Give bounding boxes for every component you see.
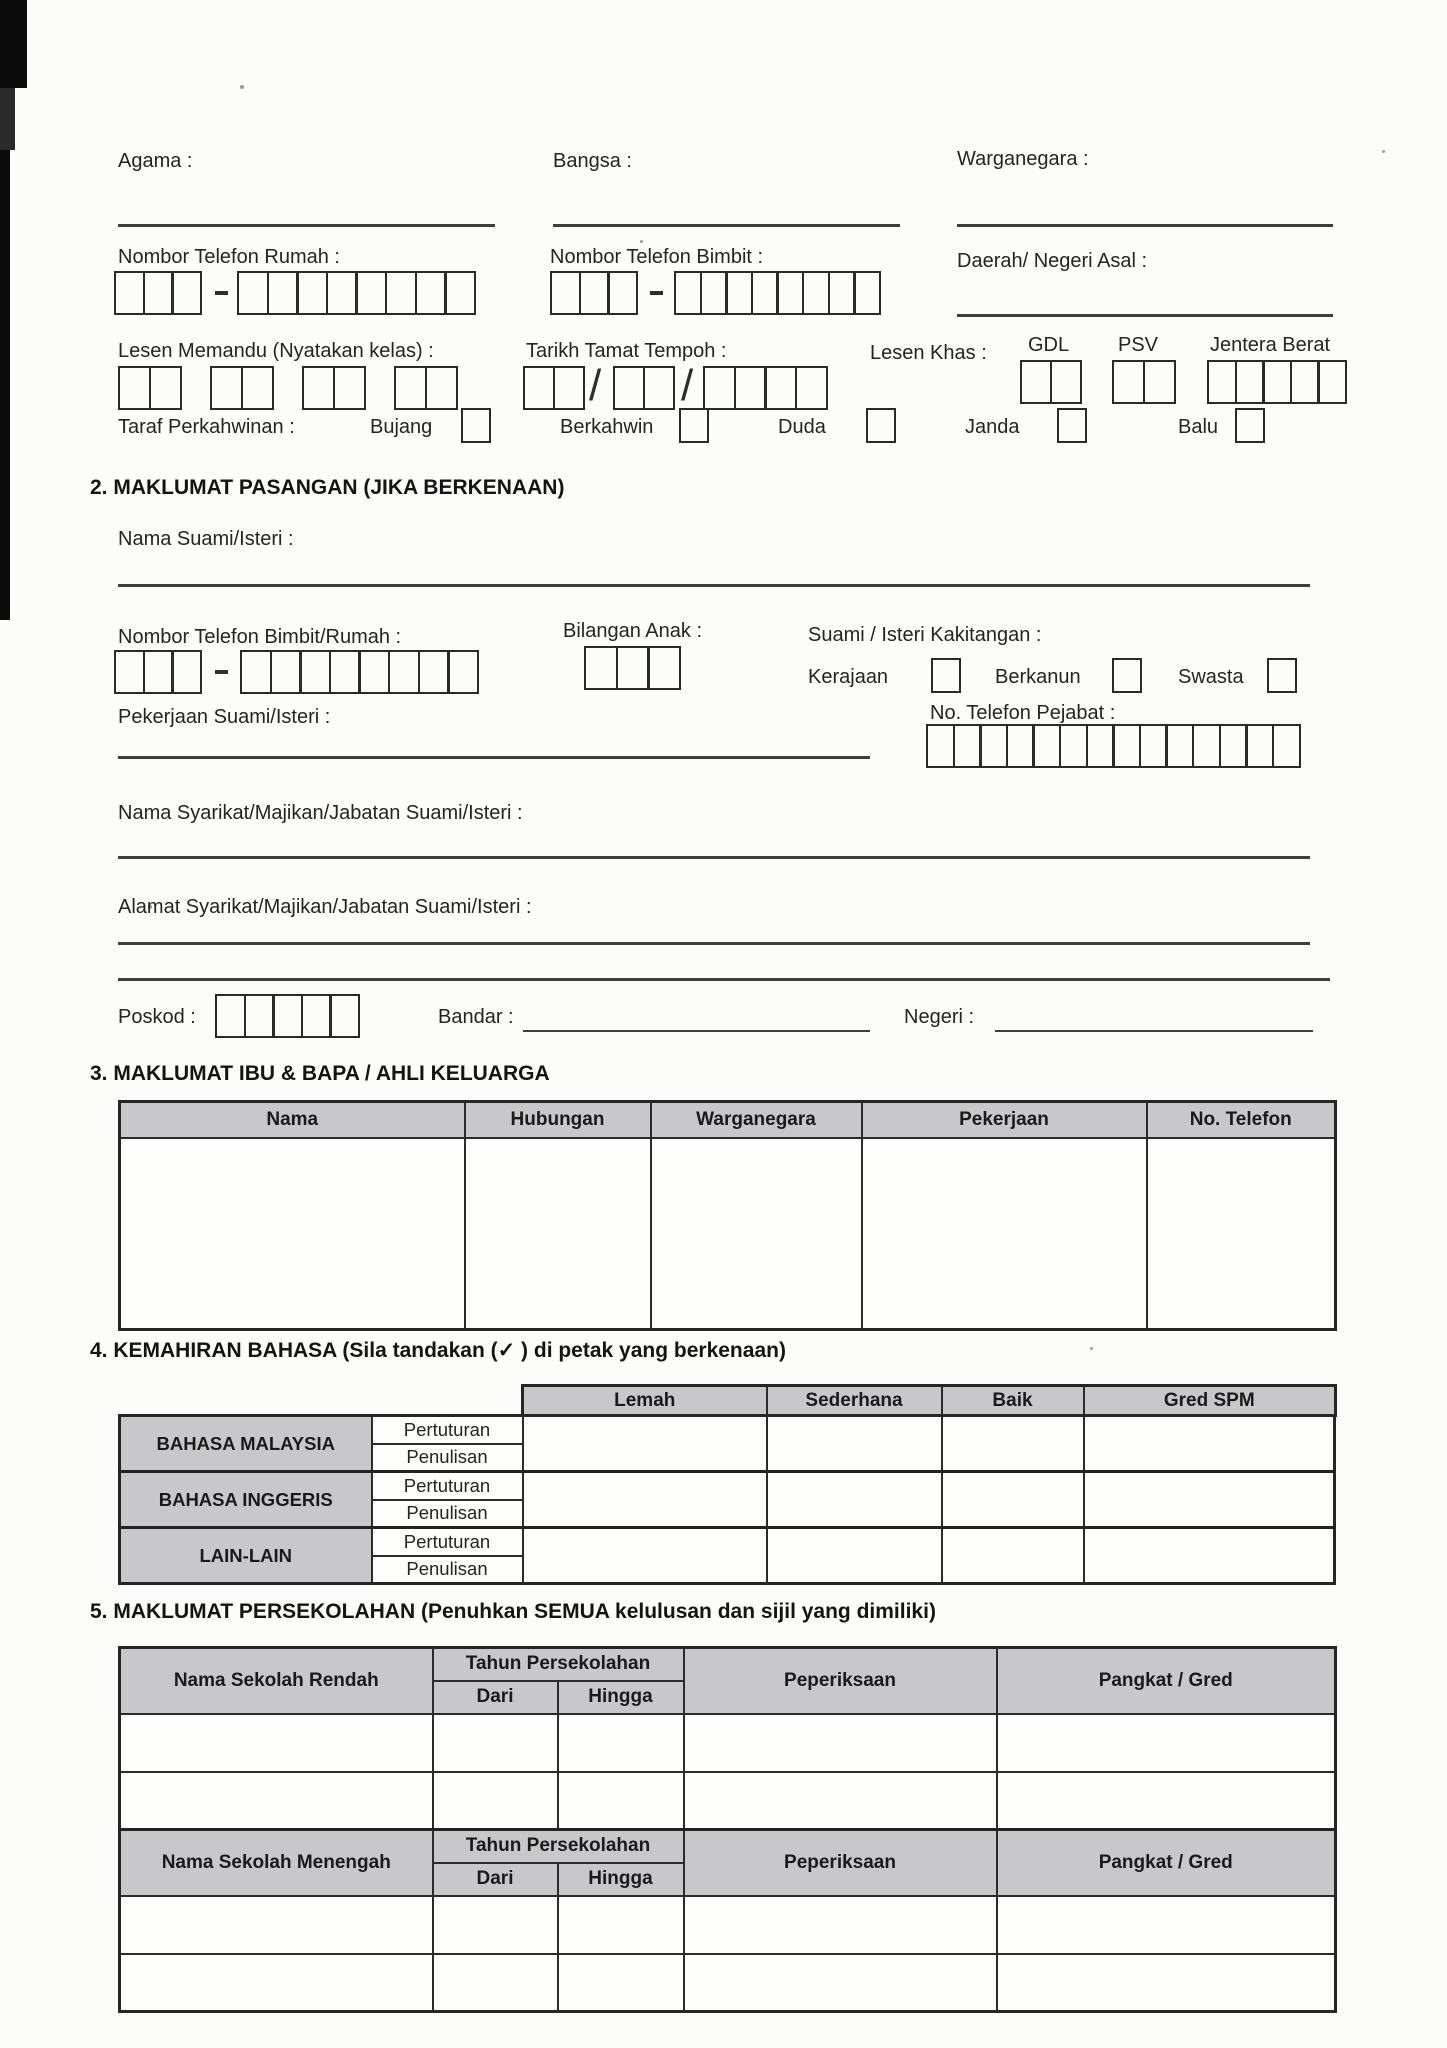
lang-grade-cell-bi-sederhana[interactable] bbox=[767, 1472, 942, 1528]
tarikh-month-boxes[interactable] bbox=[613, 366, 675, 410]
school-table bbox=[118, 1646, 1337, 2013]
lesen-class-boxes-2[interactable] bbox=[210, 366, 274, 410]
tel-rumah-number-boxes[interactable] bbox=[237, 271, 476, 315]
tel-pejabat-boxes[interactable] bbox=[926, 724, 1301, 768]
bilangan-anak-label: Bilangan Anak : bbox=[563, 620, 702, 642]
kakitangan-berkanun-label: Berkanun bbox=[995, 666, 1081, 688]
skill-row-label: Penulisan bbox=[372, 1444, 523, 1472]
tahun-persekolahan-header: Tahun Persekolahan bbox=[433, 1648, 684, 1681]
lesen-class-boxes-3[interactable] bbox=[302, 366, 366, 410]
language-level-header bbox=[521, 1384, 1337, 1417]
level-header-baik: Baik bbox=[942, 1386, 1084, 1416]
tarikh-day-boxes[interactable] bbox=[523, 366, 585, 410]
tel-bimbit-dash bbox=[650, 291, 663, 295]
marital-option-duda-label: Duda bbox=[778, 416, 826, 438]
digit-box[interactable] bbox=[301, 994, 332, 1038]
family-cell-warganegara[interactable] bbox=[651, 1138, 862, 1330]
spouse-tel-prefix-boxes[interactable] bbox=[114, 650, 202, 694]
digit-box[interactable] bbox=[418, 650, 450, 694]
family-header-warganegara: Warganegara bbox=[651, 1102, 862, 1138]
secondary-dari-cell[interactable] bbox=[433, 1954, 558, 2012]
digit-box[interactable] bbox=[734, 366, 767, 410]
digit-box[interactable] bbox=[237, 271, 269, 315]
digit-box[interactable] bbox=[725, 271, 753, 315]
digit-box[interactable] bbox=[828, 271, 856, 315]
primary-school-name-cell[interactable] bbox=[120, 1772, 433, 1830]
digit-box[interactable] bbox=[1086, 724, 1115, 768]
digit-box[interactable] bbox=[241, 366, 274, 410]
digit-box[interactable] bbox=[299, 650, 331, 694]
lang-grade-cell-bi-lemah[interactable] bbox=[523, 1472, 767, 1528]
primary-peperiksaan-cell[interactable] bbox=[684, 1714, 997, 1772]
primary-dari-cell[interactable] bbox=[433, 1772, 558, 1830]
digit-box[interactable] bbox=[1050, 360, 1082, 404]
lang-grade-cell-lain-baik[interactable] bbox=[942, 1528, 1084, 1584]
date-slash: / bbox=[681, 361, 694, 410]
spouse-tel-number-boxes[interactable] bbox=[240, 650, 479, 694]
jentera-berat-label: Jentera Berat bbox=[1210, 334, 1331, 356]
psv-boxes[interactable] bbox=[1112, 360, 1176, 404]
skill-row-label: Pertuturan bbox=[372, 1472, 523, 1500]
digit-box[interactable] bbox=[703, 366, 736, 410]
school-secondary-header: Nama Sekolah Menengah bbox=[120, 1830, 433, 1896]
digit-box[interactable] bbox=[523, 366, 555, 410]
digit-box[interactable] bbox=[550, 271, 581, 315]
family-cell-hubungan[interactable] bbox=[465, 1138, 651, 1330]
digit-box[interactable] bbox=[149, 366, 182, 410]
kakitangan-label: Suami / Isteri Kakitangan : bbox=[808, 624, 1042, 646]
digit-box[interactable] bbox=[1165, 724, 1194, 768]
duda-checkbox[interactable] bbox=[866, 408, 896, 443]
section5-title: 5. MAKLUMAT PERSEKOLAHAN (Penuhkan SEMUA kelulusan dan sijil yang dimiliki) bbox=[90, 1600, 936, 1623]
scan-speck bbox=[640, 240, 643, 243]
digit-box[interactable] bbox=[1139, 724, 1168, 768]
alamat-field-line-1[interactable] bbox=[118, 942, 1310, 945]
digit-box[interactable] bbox=[1192, 724, 1221, 768]
digit-box[interactable] bbox=[394, 366, 427, 410]
pekerjaan-field-line[interactable] bbox=[118, 756, 870, 759]
primary-hingga-cell[interactable] bbox=[558, 1772, 684, 1830]
nama-suami-label: Nama Suami/Isteri : bbox=[118, 528, 294, 550]
language-name-bm: BAHASA MALAYSIA bbox=[120, 1416, 372, 1472]
secondary-peperiksaan-cell[interactable] bbox=[684, 1896, 997, 1954]
digit-box[interactable] bbox=[953, 724, 982, 768]
digit-box[interactable] bbox=[1235, 360, 1265, 404]
tarikh-tamat-label: Tarikh Tamat Tempoh : bbox=[526, 340, 727, 362]
digit-box[interactable] bbox=[802, 271, 830, 315]
bangsa-field-line[interactable] bbox=[553, 224, 900, 227]
digit-box[interactable] bbox=[674, 271, 702, 315]
lesen-khas-label: Lesen Khas : bbox=[870, 342, 987, 364]
primary-peperiksaan-cell[interactable] bbox=[684, 1772, 997, 1830]
marital-option-berkahwin-label: Berkahwin bbox=[560, 416, 654, 438]
janda-checkbox[interactable] bbox=[1057, 408, 1087, 443]
digit-box[interactable] bbox=[296, 271, 328, 315]
berkanun-checkbox[interactable] bbox=[1112, 658, 1142, 693]
digit-box[interactable] bbox=[1290, 360, 1320, 404]
pangkat-gred-header: Pangkat / Gred bbox=[997, 1648, 1336, 1714]
skill-row-label: Penulisan bbox=[372, 1500, 523, 1528]
agama-label: Agama : bbox=[118, 150, 193, 172]
digit-box[interactable] bbox=[776, 271, 804, 315]
digit-box[interactable] bbox=[853, 271, 881, 315]
family-table bbox=[118, 1100, 1337, 1331]
nama-suami-field-line[interactable] bbox=[118, 584, 1310, 587]
digit-box[interactable] bbox=[979, 724, 1008, 768]
digit-box[interactable] bbox=[553, 366, 585, 410]
digit-box[interactable] bbox=[926, 724, 955, 768]
bujang-checkbox[interactable] bbox=[461, 408, 491, 443]
primary-dari-cell[interactable] bbox=[433, 1714, 558, 1772]
gdl-boxes[interactable] bbox=[1020, 360, 1082, 404]
warganegara-label: Warganegara : bbox=[957, 148, 1089, 170]
tel-rumah-dash bbox=[215, 291, 228, 295]
tel-rumah-prefix-boxes[interactable] bbox=[114, 271, 202, 315]
digit-box[interactable] bbox=[240, 650, 272, 694]
poskod-label: Poskod : bbox=[118, 1006, 196, 1028]
scan-corner-blob bbox=[0, 0, 27, 88]
section2-title: 2. MAKLUMAT PASANGAN (JIKA BERKENAAN) bbox=[90, 476, 565, 499]
secondary-peperiksaan-cell[interactable] bbox=[684, 1954, 997, 2012]
digit-box[interactable] bbox=[795, 366, 828, 410]
bandar-label: Bandar : bbox=[438, 1006, 514, 1028]
digit-box[interactable] bbox=[388, 650, 420, 694]
kakitangan-swasta-label: Swasta bbox=[1178, 666, 1244, 688]
bandar-field-line[interactable] bbox=[523, 1030, 870, 1032]
digit-box[interactable] bbox=[447, 650, 479, 694]
marital-option-bujang-label: Bujang bbox=[370, 416, 433, 438]
digit-box[interactable] bbox=[210, 366, 243, 410]
pangkat-gred-header: Pangkat / Gred bbox=[997, 1830, 1336, 1896]
jentera-berat-boxes[interactable] bbox=[1207, 360, 1347, 404]
digit-box[interactable] bbox=[1112, 360, 1145, 404]
digit-box[interactable] bbox=[333, 366, 366, 410]
language-skills-table bbox=[118, 1414, 1336, 1585]
skill-row-label: Pertuturan bbox=[372, 1416, 523, 1444]
lang-grade-cell-bi-gred[interactable] bbox=[1084, 1472, 1335, 1528]
digit-box[interactable] bbox=[584, 646, 618, 690]
date-slash: / bbox=[589, 361, 602, 410]
language-name-bi: BAHASA INGGERIS bbox=[120, 1472, 372, 1528]
digit-box[interactable] bbox=[215, 994, 246, 1038]
hingga-header: Hingga bbox=[558, 1863, 684, 1896]
peperiksaan-header: Peperiksaan bbox=[684, 1830, 997, 1896]
primary-school-name-cell[interactable] bbox=[120, 1714, 433, 1772]
language-name-lain: LAIN-LAIN bbox=[120, 1528, 372, 1584]
family-header-pekerjaan: Pekerjaan bbox=[862, 1102, 1147, 1138]
digit-box[interactable] bbox=[118, 366, 151, 410]
secondary-gred-cell[interactable] bbox=[997, 1954, 1336, 2012]
berkahwin-checkbox[interactable] bbox=[679, 408, 709, 443]
tel-pejabat-label: No. Telefon Pejabat : bbox=[930, 702, 1116, 724]
family-cell-telefon[interactable] bbox=[1147, 1138, 1336, 1330]
primary-gred-cell[interactable] bbox=[997, 1772, 1336, 1830]
digit-box[interactable] bbox=[355, 271, 387, 315]
balu-checkbox[interactable] bbox=[1235, 408, 1265, 443]
digit-box[interactable] bbox=[1245, 724, 1274, 768]
scan-speck bbox=[1382, 150, 1385, 153]
scan-edge-taper bbox=[0, 88, 15, 150]
digit-box[interactable] bbox=[326, 271, 358, 315]
primary-gred-cell[interactable] bbox=[997, 1714, 1336, 1772]
lang-grade-cell-bi-baik[interactable] bbox=[942, 1472, 1084, 1528]
school-primary-header: Nama Sekolah Rendah bbox=[120, 1648, 433, 1714]
digit-box[interactable] bbox=[764, 366, 797, 410]
digit-box[interactable] bbox=[1262, 360, 1292, 404]
secondary-hingga-cell[interactable] bbox=[558, 1954, 684, 2012]
digit-box[interactable] bbox=[444, 271, 476, 315]
level-header-lemah: Lemah bbox=[523, 1386, 767, 1416]
digit-box[interactable] bbox=[1317, 360, 1347, 404]
gdl-label: GDL bbox=[1028, 334, 1070, 356]
digit-box[interactable] bbox=[143, 650, 174, 694]
lang-grade-cell-lain-sederhana[interactable] bbox=[767, 1528, 942, 1584]
hingga-header: Hingga bbox=[558, 1681, 684, 1714]
secondary-school-name-cell[interactable] bbox=[120, 1896, 433, 1954]
family-header-nama: Nama bbox=[120, 1102, 465, 1138]
digit-box[interactable] bbox=[1272, 724, 1301, 768]
digit-box[interactable] bbox=[385, 271, 417, 315]
spouse-tel-dash bbox=[215, 670, 228, 674]
digit-box[interactable] bbox=[613, 366, 645, 410]
marital-option-balu-label: Balu bbox=[1178, 416, 1219, 438]
digit-box[interactable] bbox=[171, 650, 202, 694]
scan-speck bbox=[1090, 1347, 1093, 1350]
tel-bimbit-label: Nombor Telefon Bimbit : bbox=[550, 246, 764, 268]
kakitangan-kerajaan-label: Kerajaan bbox=[808, 666, 889, 688]
digit-box[interactable] bbox=[1059, 724, 1088, 768]
lesen-class-boxes-1[interactable] bbox=[118, 366, 182, 410]
marital-option-janda-label: Janda bbox=[965, 416, 1020, 438]
digit-box[interactable] bbox=[329, 650, 361, 694]
digit-box[interactable] bbox=[244, 994, 275, 1038]
alamat-syarikat-label: Alamat Syarikat/Majikan/Jabatan Suami/Isteri : bbox=[118, 896, 532, 918]
peperiksaan-header: Peperiksaan bbox=[684, 1648, 997, 1714]
digit-box[interactable] bbox=[171, 271, 202, 315]
section4-title: 4. KEMAHIRAN BAHASA (Sila tandakan (✓ ) di petak yang berkenaan) bbox=[90, 1339, 786, 1362]
digit-box[interactable] bbox=[302, 366, 335, 410]
digit-box[interactable] bbox=[267, 271, 299, 315]
digit-box[interactable] bbox=[1207, 360, 1237, 404]
digit-box[interactable] bbox=[1032, 724, 1061, 768]
tel-rumah-label: Nombor Telefon Rumah : bbox=[118, 246, 340, 268]
kerajaan-checkbox[interactable] bbox=[931, 658, 961, 693]
warganegara-field-line[interactable] bbox=[957, 224, 1333, 227]
secondary-gred-cell[interactable] bbox=[997, 1896, 1336, 1954]
lesen-memandu-label: Lesen Memandu (Nyatakan kelas) : bbox=[118, 340, 434, 362]
digit-box[interactable] bbox=[607, 271, 638, 315]
lesen-class-boxes-4[interactable] bbox=[394, 366, 458, 410]
digit-box[interactable] bbox=[616, 646, 650, 690]
digit-box[interactable] bbox=[114, 271, 145, 315]
tel-bimbit-rumah-label: Nombor Telefon Bimbit/Rumah : bbox=[118, 626, 402, 648]
digit-box[interactable] bbox=[329, 994, 360, 1038]
digit-box[interactable] bbox=[270, 650, 302, 694]
skill-row-label: Pertuturan bbox=[372, 1528, 523, 1556]
digit-box[interactable] bbox=[579, 271, 610, 315]
tel-bimbit-prefix-boxes[interactable] bbox=[550, 271, 638, 315]
digit-box[interactable] bbox=[700, 271, 728, 315]
daerah-field-line[interactable] bbox=[957, 314, 1333, 317]
dari-header: Dari bbox=[433, 1681, 558, 1714]
level-header-sederhana: Sederhana bbox=[767, 1386, 942, 1416]
agama-field-line[interactable] bbox=[118, 224, 495, 227]
tahun-persekolahan-header: Tahun Persekolahan bbox=[433, 1830, 684, 1863]
secondary-dari-cell[interactable] bbox=[433, 1896, 558, 1954]
secondary-hingga-cell[interactable] bbox=[558, 1896, 684, 1954]
lang-grade-cell-lain-gred[interactable] bbox=[1084, 1528, 1335, 1584]
digit-box[interactable] bbox=[425, 366, 458, 410]
section3-title: 3. MAKLUMAT IBU & BAPA / AHLI KELUARGA bbox=[90, 1062, 550, 1085]
digit-box[interactable] bbox=[358, 650, 390, 694]
family-header-telefon: No. Telefon bbox=[1147, 1102, 1336, 1138]
alamat-field-line-2[interactable] bbox=[118, 978, 1330, 981]
psv-label: PSV bbox=[1118, 334, 1159, 356]
scan-speck bbox=[240, 85, 244, 89]
nama-syarikat-field-line[interactable] bbox=[118, 856, 1310, 859]
lang-grade-cell-bm-baik[interactable] bbox=[942, 1416, 1084, 1472]
taraf-perkahwinan-label: Taraf Perkahwinan : bbox=[118, 416, 295, 438]
bangsa-label: Bangsa : bbox=[553, 150, 632, 172]
level-header-gred-spm: Gred SPM bbox=[1084, 1386, 1336, 1416]
digit-box[interactable] bbox=[415, 271, 447, 315]
nama-syarikat-label: Nama Syarikat/Majikan/Jabatan Suami/Isteri : bbox=[118, 802, 523, 824]
digit-box[interactable] bbox=[1006, 724, 1035, 768]
pekerjaan-suami-label: Pekerjaan Suami/Isteri : bbox=[118, 706, 331, 728]
secondary-school-name-cell[interactable] bbox=[120, 1954, 433, 2012]
skill-row-label: Penulisan bbox=[372, 1556, 523, 1584]
negeri-field-line[interactable] bbox=[995, 1030, 1313, 1032]
poskod-boxes[interactable] bbox=[215, 994, 360, 1038]
digit-box[interactable] bbox=[114, 650, 145, 694]
negeri-label: Negeri : bbox=[904, 1006, 975, 1028]
tel-bimbit-number-boxes[interactable] bbox=[674, 271, 881, 315]
lang-grade-cell-bm-lemah[interactable] bbox=[523, 1416, 767, 1472]
lang-grade-cell-bm-gred[interactable] bbox=[1084, 1416, 1335, 1472]
digit-box[interactable] bbox=[1143, 360, 1176, 404]
digit-box[interactable] bbox=[143, 271, 174, 315]
digit-box[interactable] bbox=[1020, 360, 1052, 404]
primary-hingga-cell[interactable] bbox=[558, 1714, 684, 1772]
daerah-label: Daerah/ Negeri Asal : bbox=[957, 250, 1148, 272]
digit-box[interactable] bbox=[647, 646, 681, 690]
bilangan-anak-boxes[interactable] bbox=[584, 646, 681, 690]
lang-grade-cell-bm-sederhana[interactable] bbox=[767, 1416, 942, 1472]
family-cell-nama[interactable] bbox=[120, 1138, 465, 1330]
lang-grade-cell-lain-lemah[interactable] bbox=[523, 1528, 767, 1584]
digit-box[interactable] bbox=[1219, 724, 1248, 768]
dari-header: Dari bbox=[433, 1863, 558, 1896]
family-cell-pekerjaan[interactable] bbox=[862, 1138, 1147, 1330]
family-header-hubungan: Hubungan bbox=[465, 1102, 651, 1138]
digit-box[interactable] bbox=[1112, 724, 1141, 768]
tarikh-year-boxes[interactable] bbox=[703, 366, 828, 410]
digit-box[interactable] bbox=[643, 366, 675, 410]
digit-box[interactable] bbox=[272, 994, 303, 1038]
digit-box[interactable] bbox=[751, 271, 779, 315]
swasta-checkbox[interactable] bbox=[1267, 658, 1297, 693]
